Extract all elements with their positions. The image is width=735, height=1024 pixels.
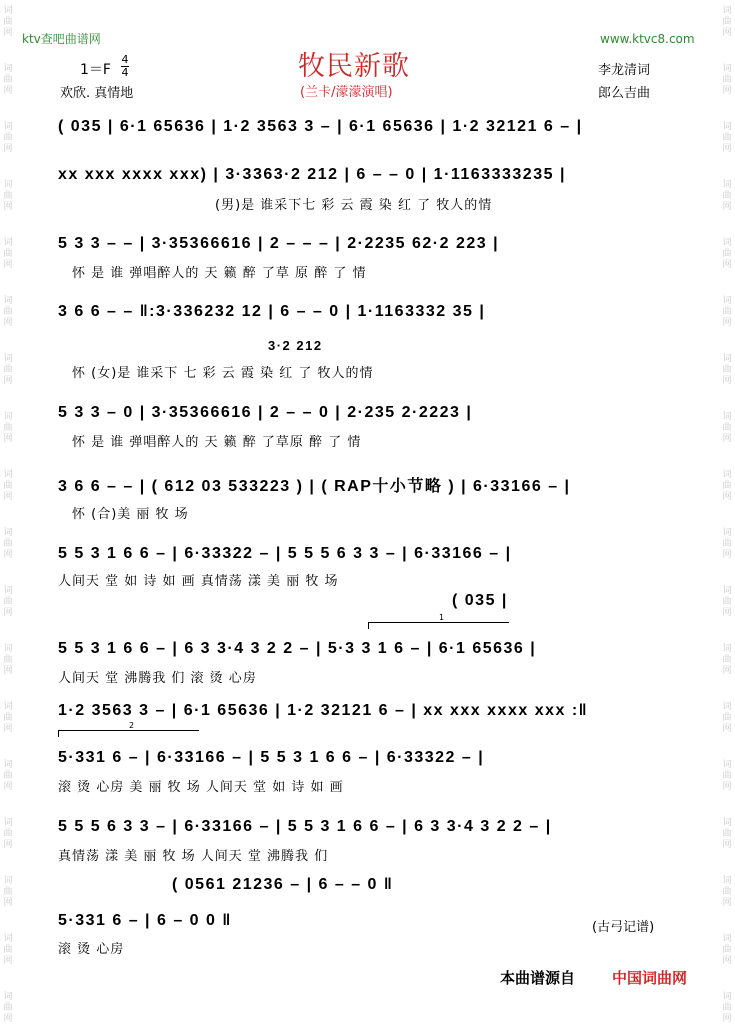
watermark-char: 词 [722,760,732,770]
watermark-char: 网 [3,1014,13,1024]
watermark-char: 曲 [722,75,732,85]
watermark-char: 曲 [3,133,13,143]
watermark-char: 网 [3,318,13,328]
watermark-char: 词 [722,64,732,74]
source-site-link[interactable]: 中国词曲网 [612,969,688,987]
watermark-char: 网 [3,260,13,270]
notation-row-12: 5·331 6 – | 6 – 0 0 ‖ [58,912,232,929]
notation-row-1: ( 035 | 6·1 65636 | 1·2 3563 3 – | 6·1 65636 | 1·2 32121 6 – | [58,118,583,135]
watermark-char: 词 [3,586,13,596]
lyrics-row-2: (男)是 谁采下七 彩 云 霞 染 红 了 牧人的情 [215,198,493,213]
watermark-char: 曲 [722,365,732,375]
lyrics-row-4: 怀 (女)是 谁采下 七 彩 云 霞 染 红 了 牧人的情 [72,366,374,381]
watermark-char: 曲 [3,365,13,375]
right-watermark-strip [719,0,735,1024]
time-signature-bottom: 4 [121,66,129,79]
notation-row-5: 5 3 3 – 0 | 3·35366616 | 2 – – 0 | 2·235 2·2223 | [58,404,473,421]
watermark-char: 网 [722,86,732,96]
watermark-char: 词 [722,644,732,654]
lyrics-row-3: 怀 是 谁 弹唱醉人的 天 籁 醉 了草 原 醉 了 情 [72,266,367,281]
lyrics-row-10: 滚 烫 心房 美 丽 牧 场 人间天 堂 如 诗 如 画 [58,780,344,795]
watermark-char: 词 [722,470,732,480]
lyrics-row-5: 怀 是 谁 弹唱醉人的 天 籁 醉 了草原 醉 了 情 [72,435,362,450]
notation-row-11: 5 5 5 6 3 3 – | 6·33166 – | 5 5 3 1 6 6 – | 6 3 3·4 3 2 2 – | [58,818,552,835]
watermark-char: 词 [3,992,13,1002]
watermark-char: 曲 [722,771,732,781]
alternate-upper-notes: 3·2 212 [268,338,323,353]
notation-row-7: 5 5 3 1 6 6 – | 6·33322 – | 5 5 5 6 3 3 – | 6·33166 – | [58,545,512,562]
watermark-char: 曲 [722,17,732,27]
volta-bracket-2: 2 [58,730,199,737]
watermark-char: 曲 [722,249,732,259]
watermark-char: 曲 [722,887,732,897]
watermark-char: 词 [3,760,13,770]
song-title: 牧民新歌 [298,51,410,82]
watermark-char: 词 [722,354,732,364]
notation-row-8: 5 5 3 1 6 6 – | 6 3 3·4 3 2 2 – | 5·3 3 1 6 – | 6·1 65636 | [58,640,537,657]
watermark-char: 曲 [3,307,13,317]
notation-row-3: 5 3 3 – – | 3·35366616 | 2 – – – | 2·2235 62·2 223 | [58,235,500,252]
watermark-char: 词 [3,470,13,480]
notation-row-6: 3 6 6 – – | ( 612 03 533223 ) | ( RAP十小节略 ) | 6·33166 – | [58,478,571,495]
watermark-char: 曲 [722,133,732,143]
transcriber-credit: (古弓记谱) [592,920,655,935]
lyrics-row-7: 人间天 堂 如 诗 如 画 真情荡 漾 美 丽 牧 场 [58,574,339,589]
watermark-char: 曲 [722,945,732,955]
watermark-char: 曲 [722,539,732,549]
watermark-char: 网 [722,840,732,850]
watermark-char: 网 [722,260,732,270]
source-label: 本曲谱源自 [500,969,576,987]
watermark-char: 网 [3,724,13,734]
watermark-char: 曲 [3,887,13,897]
watermark-char: 网 [3,86,13,96]
watermark-char: 网 [722,666,732,676]
watermark-char: 网 [722,1014,732,1024]
lyricist-credit: 李龙清词 [598,63,651,78]
singers: (兰卡/濛濛演唱) [300,85,393,100]
watermark-char: 词 [3,180,13,190]
watermark-char: 词 [3,6,13,16]
watermark-char: 曲 [3,423,13,433]
watermark-char: 曲 [722,1003,732,1013]
watermark-char: 网 [722,550,732,560]
watermark-char: 词 [722,702,732,712]
volta-bracket-1: 1 [368,622,509,629]
watermark-char: 网 [3,608,13,618]
watermark-char: 曲 [3,597,13,607]
watermark-char: 曲 [3,655,13,665]
notation-row-10: 5·331 6 – | 6·33166 – | 5 5 3 1 6 6 – | 6·33322 – | [58,749,485,766]
watermark-char: 词 [3,702,13,712]
watermark-char: 网 [722,318,732,328]
watermark-char: 网 [3,144,13,154]
watermark-char: 网 [722,434,732,444]
watermark-char: 曲 [722,191,732,201]
site-name-left[interactable]: ktv查吧曲谱网 [22,32,101,46]
watermark-char: 网 [3,840,13,850]
watermark-char: 网 [722,898,732,908]
watermark-char: 曲 [3,713,13,723]
watermark-char: 词 [3,354,13,364]
mood-marking: 欢欣. 真情地 [60,86,134,101]
watermark-char: 词 [722,122,732,132]
lyrics-row-12: 滚 烫 心房 [58,942,125,957]
watermark-char: 网 [3,202,13,212]
watermark-char: 网 [3,666,13,676]
time-signature-top: 4 [121,53,129,66]
time-signature [121,54,129,79]
watermark-char: 词 [3,64,13,74]
watermark-char: 曲 [722,423,732,433]
notation-row-4: 3 6 6 – – ‖:3·336232 12 | 6 – – 0 | 1·1163332 35 | [58,303,486,320]
watermark-char: 词 [722,180,732,190]
watermark-char: 网 [3,376,13,386]
watermark-char: 曲 [3,771,13,781]
watermark-char: 曲 [3,1003,13,1013]
watermark-char: 曲 [722,713,732,723]
watermark-char: 网 [3,434,13,444]
watermark-char: 词 [722,6,732,16]
watermark-char: 网 [722,202,732,212]
watermark-char: 曲 [3,481,13,491]
watermark-char: 网 [3,28,13,38]
watermark-char: 词 [3,818,13,828]
rap-intro-notes: ( 035 | [452,592,508,609]
watermark-char: 词 [722,528,732,538]
watermark-char: 词 [722,412,732,422]
watermark-char: 词 [722,934,732,944]
watermark-char: 词 [3,934,13,944]
watermark-char: 词 [3,876,13,886]
watermark-char: 网 [722,144,732,154]
composer-credit: 郎么吉曲 [598,86,651,101]
watermark-char: 曲 [3,539,13,549]
left-watermark-strip [0,0,16,1024]
watermark-char: 曲 [722,597,732,607]
lyrics-row-6: 怀 (合)美 丽 牧 场 [72,507,189,522]
watermark-char: 网 [722,956,732,966]
watermark-char: 词 [722,238,732,248]
watermark-char: 词 [722,876,732,886]
fill-outro-notes: ( 0561 21236 – | 6 – – 0 ‖ [172,876,394,893]
watermark-char: 网 [3,492,13,502]
watermark-char: 词 [3,238,13,248]
watermark-char: 词 [722,586,732,596]
watermark-char: 网 [3,898,13,908]
watermark-char: 词 [3,122,13,132]
lyrics-row-8: 人间天 堂 沸腾我 们 滚 烫 心房 [58,671,257,686]
watermark-char: 词 [3,412,13,422]
watermark-char: 网 [3,550,13,560]
watermark-char: 曲 [722,655,732,665]
key-signature: 1＝F [80,62,111,78]
watermark-char: 曲 [3,249,13,259]
watermark-char: 网 [3,956,13,966]
watermark-char: 词 [722,992,732,1002]
watermark-char: 曲 [3,75,13,85]
notation-row-2: xx xxx xxxx xxx) | 3·3363·2 212 | 6 – – 0 | 1·1163333235 | [58,166,566,183]
watermark-char: 词 [722,818,732,828]
watermark-char: 曲 [722,307,732,317]
watermark-char: 词 [3,296,13,306]
watermark-char: 曲 [3,17,13,27]
watermark-char: 曲 [3,829,13,839]
watermark-char: 词 [3,528,13,538]
watermark-char: 词 [3,644,13,654]
watermark-char: 词 [722,296,732,306]
notation-row-9: 1·2 3563 3 – | 6·1 65636 | 1·2 32121 6 – | xx xxx xxxx xxx :‖ [58,702,589,719]
watermark-char: 网 [722,492,732,502]
site-url-right[interactable]: www.ktvc8.com [600,32,695,46]
watermark-char: 曲 [3,945,13,955]
watermark-char: 网 [3,782,13,792]
watermark-char: 曲 [3,191,13,201]
watermark-char: 网 [722,608,732,618]
watermark-char: 曲 [722,829,732,839]
lyrics-row-11: 真情荡 漾 美 丽 牧 场 人间天 堂 沸腾我 们 [58,849,329,864]
watermark-char: 网 [722,28,732,38]
watermark-char: 曲 [722,481,732,491]
watermark-char: 网 [722,376,732,386]
watermark-char: 网 [722,782,732,792]
watermark-char: 网 [722,724,732,734]
